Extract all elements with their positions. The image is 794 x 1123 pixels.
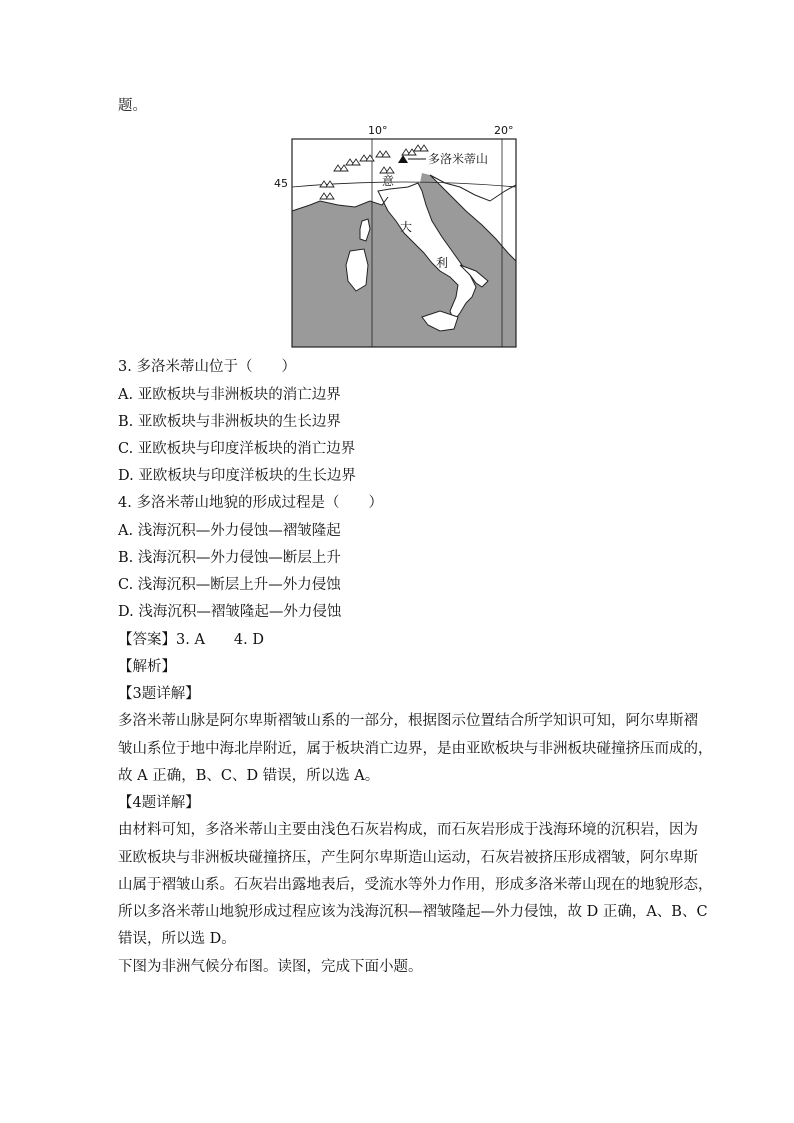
question-3-option-c: C. 亚欧板块与印度洋板块的消亡边界 <box>118 441 356 457</box>
q3-explanation-line: 多洛米蒂山脉是阿尔卑斯褶皱山系的一部分，根据图示位置结合所学知识可知，阿尔卑斯褶 <box>118 713 698 729</box>
q4-explanation-line: 所以多洛米蒂山地貌形成过程应该为浅海沉积—褶皱隆起—外力侵蚀，故 D 正确，A、B、C <box>118 904 708 920</box>
q4-heading: 【4题详解】 <box>118 795 200 811</box>
country-char-3: 利 <box>436 256 449 270</box>
lat-label-45: 45 <box>274 177 288 190</box>
question-4-option-a: A. 浅海沉积—外力侵蚀—褶皱隆起 <box>118 523 341 539</box>
country-char-1: 意 <box>382 174 395 188</box>
question-4-option-c: C. 浅海沉积—断层上升—外力侵蚀 <box>118 577 341 593</box>
question-4-stem: 4. 多洛米蒂山地貌的形成过程是（ ） <box>118 495 383 511</box>
question-4-option-b: B. 浅海沉积—外力侵蚀—断层上升 <box>118 550 341 566</box>
question-3-option-d: D. 亚欧板块与印度洋板块的生长边界 <box>118 468 356 484</box>
lon-label-20: 20° <box>494 124 514 137</box>
mountain-label: 多洛米蒂山 <box>428 152 489 166</box>
question-3-option-a: A. 亚欧板块与非洲板块的消亡边界 <box>118 387 341 403</box>
question-3-stem: 3. 多洛米蒂山位于（ ） <box>118 359 296 375</box>
lon-label-10: 10° <box>368 124 388 137</box>
q4-explanation-line: 山属于褶皱山系。石灰岩出露地表后，受流水等外力作用，形成多洛米蒂山现在的地貌形态， <box>118 877 713 893</box>
analysis-heading: 【解析】 <box>118 659 176 675</box>
question-3-option-b: B. 亚欧板块与非洲板块的生长边界 <box>118 414 341 430</box>
q3-heading: 【3题详解】 <box>118 686 200 702</box>
q4-explanation-line: 由材料可知，多洛米蒂山主要由浅色石灰岩构成，而石灰岩形成于浅海环境的沉积岩，因为 <box>118 822 698 838</box>
q3-explanation-line: 故 A 正确，B、C、D 错误，所以选 A。 <box>118 768 380 784</box>
intro-fragment: 题。 <box>118 98 147 114</box>
answer-line: 【答案】3. A 4. D <box>118 632 264 648</box>
q4-explanation-line: 亚欧板块与非洲板块碰撞挤压，产生阿尔卑斯造山运动，石灰岩被挤压形成褶皱，阿尔卑斯 <box>118 850 698 866</box>
q3-explanation-line: 皱山系位于地中海北岸附近，属于板块消亡边界，是由亚欧板块与非洲板块碰撞挤压而成的， <box>118 741 713 757</box>
next-section-intro: 下图为非洲气候分布图。读图，完成下面小题。 <box>118 959 423 975</box>
q4-explanation-line: 错误，所以选 D。 <box>118 931 236 947</box>
country-char-2: 大 <box>400 220 413 234</box>
italy-map <box>274 124 518 349</box>
question-4-option-d: D. 浅海沉积—褶皱隆起—外力侵蚀 <box>118 604 342 620</box>
